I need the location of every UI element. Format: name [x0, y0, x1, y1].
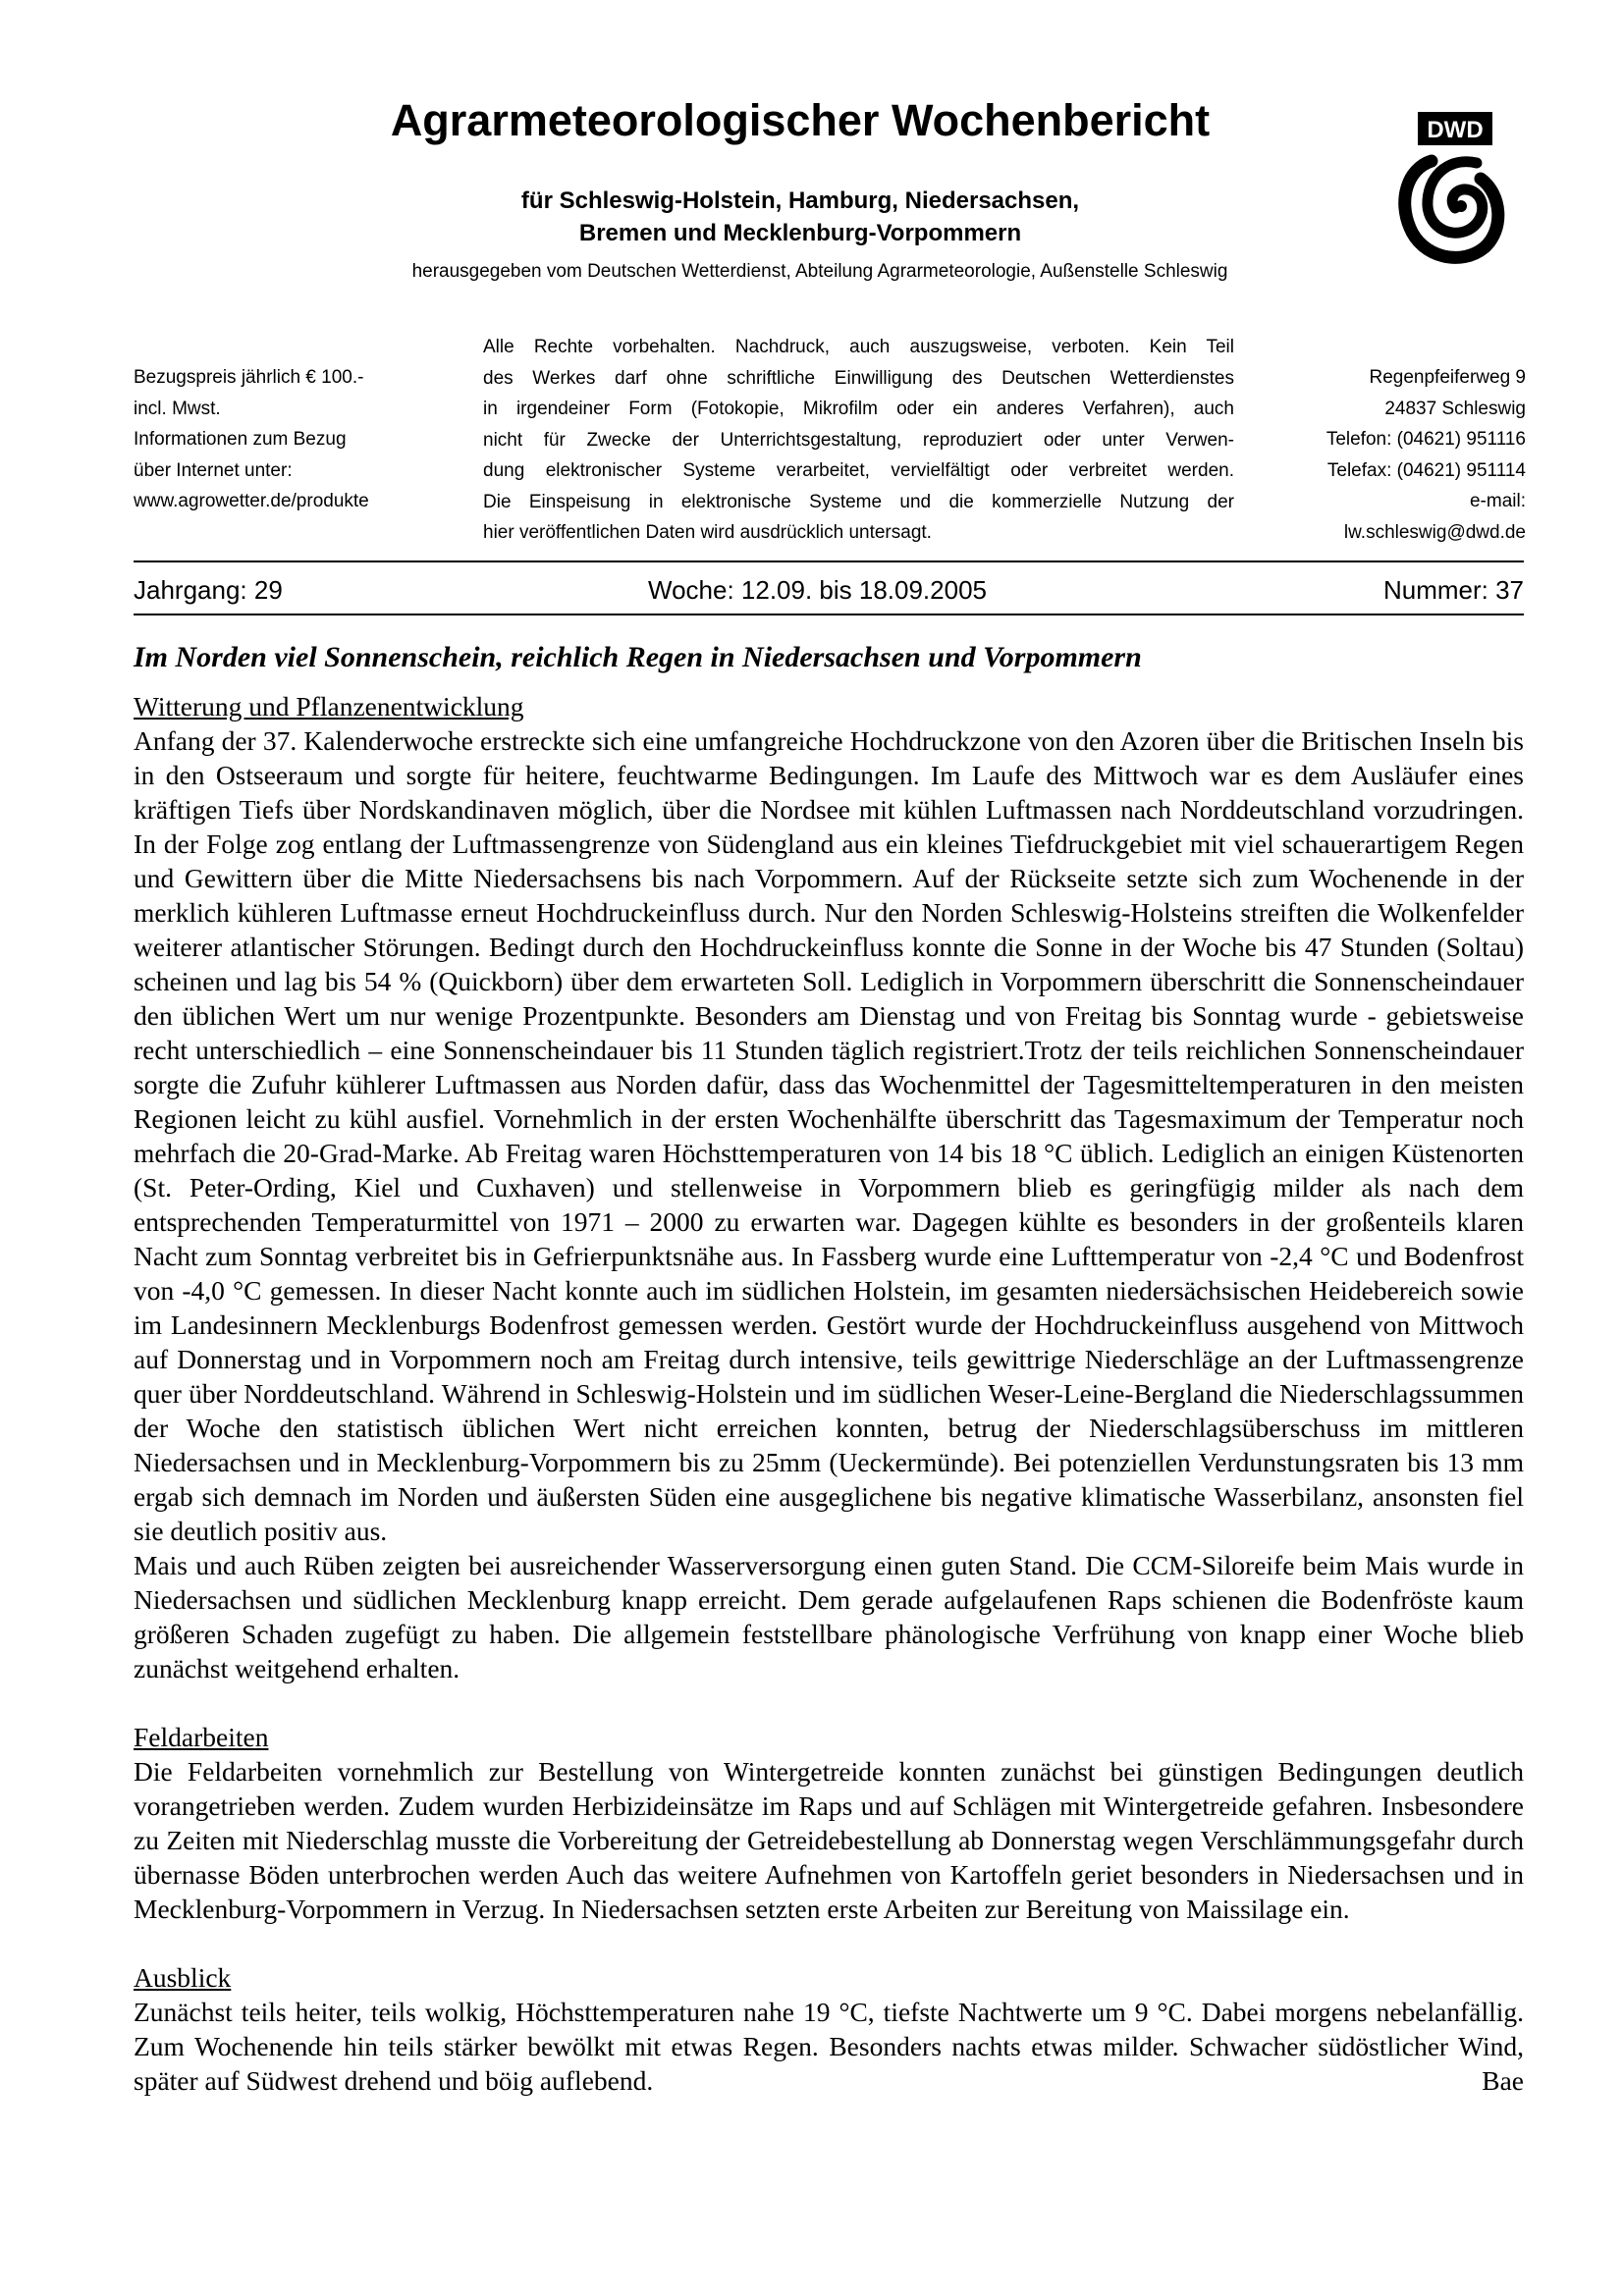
info-right-line: Telefon: (04621) 951116 [1325, 429, 1526, 450]
info-mid-line: in irgendeiner Form (Fotokopie, Mikrofilm oder ein anderes Verfahren), auch [483, 399, 1234, 419]
info-left-line: Bezugspreis jährlich € 100.- [134, 367, 364, 388]
subscription-info [134, 362, 458, 517]
contact-info [1247, 362, 1526, 548]
paragraph-ausblick [134, 1995, 1524, 2098]
report-body [134, 636, 1524, 2098]
info-left-line: www.agrowetter.de/produkte [134, 491, 369, 511]
subtitle-line-2: Bremen und Mecklenburg-Vorpommern [578, 220, 1022, 246]
info-right-line: Regenpfeiferweg 9 [1369, 367, 1526, 388]
divider-bottom [134, 614, 1524, 615]
info-mid-line: des Werkes darf ohne schriftliche Einwilligung des Deutschen Wetterdienstes [483, 367, 1234, 389]
jahrgang-label: Jahrgang: 29 [134, 575, 283, 605]
report-subtitle [295, 185, 1306, 249]
info-right-line: Telefax: (04621) 951114 [1326, 459, 1526, 481]
paragraph-feldarbeiten: Die Feldarbeiten vornehmlich zur Bestellung von Wintergetreide konnten zunächst bei günstigen Bedingungen deutlich vorangetrieben werden. Zudem wurden Herbizideinsätze im Raps und auf Schlägen mit Wintergetreide gefahren. Insbesondere zu Zeiten mit Niederschlag musste die Vorbereitung der Getreidebestellung ab Donnerstag wegen Verschlämmungsgefahr durch übernasse Böden unterbrochen werden Auch das weitere Aufnehmen von Kartoffeln geriet besonders in Niedersachsen und in Mecklenburg-Vorpommern in Verzug. In Niedersachsen setzten erste Arbeiten zur Bereitung von Maissilage ein. [134, 1756, 1524, 1924]
spacer [134, 1926, 1524, 1960]
info-mid-line: dung elektronischer Systeme verarbeitet, vervielfältigt oder verbreitet werden. [483, 460, 1234, 481]
ausblick-text: Zunächst teils heiter, teils wolkig, Höchsttemperaturen nahe 19 °C, tiefste Nachtwerte um 9 °C. Dabei morgens nebelanfällig. Zum Wochenende hin teils stärker bewölkt mit etwas Regen. Besonders nachts etwas milder. Schwacher südöstlicher Wind, später auf Südwest drehend und böig auflebend. [134, 1997, 1524, 2096]
info-right-line: 24837 Schleswig [1384, 398, 1526, 419]
info-mid-line: hier veröffentlichen Daten wird ausdrücklich untersagt. [483, 522, 932, 543]
dwd-logo-icon [1392, 110, 1508, 277]
info-mid-line: nicht für Zwecke der Unterrichtsgestaltung, reproduziert oder unter Verwen- [483, 429, 1234, 451]
spacer [134, 1685, 1524, 1720]
copyright-notice [483, 332, 1234, 549]
section-title-ausblick: Ausblick [134, 1962, 232, 1993]
section-title-feldarbeiten: Feldarbeiten [134, 1722, 269, 1752]
paragraph-witterung-2: Mais und auch Rüben zeigten bei ausreichender Wasserversorgung einen guten Stand. Die CCM-Siloreife beim Mais wurde in Niedersachsen und südlichen Mecklenburg knapp erreicht. Dem gerade aufgelaufenen Raps schienen die Bodenfröste kaum größeren Schaden zugefügt zu haben. Die allgemein feststellbare phänologische Verfrühung von knapp einer Woche blieb zunächst weitgehend erhalten. [134, 1550, 1524, 1683]
report-title: Agrarmeteorologischer Wochenbericht [390, 95, 1211, 145]
info-left-line: Informationen zum Bezug [134, 429, 347, 450]
info-mid-line: Die Einspeisung in elektronische Systeme und die kommerzielle Nutzung der [483, 491, 1234, 512]
woche-label: Woche: 12.09. bis 18.09.2005 [648, 575, 987, 605]
dwd-logo-text: DWD [1427, 117, 1484, 143]
info-left-line: über Internet unter: [134, 459, 293, 481]
info-left-line: incl. Mwst. [134, 398, 221, 419]
section-title-witterung: Witterung und Pflanzenentwicklung [134, 691, 524, 721]
headline: Im Norden viel Sonnenschein, reichlich Regen in Niedersachsen und Vorpommern [134, 641, 1142, 673]
info-mid-line: Alle Rechte vorbehalten. Nachdruck, auch auszugsweise, verboten. Kein Teil [483, 337, 1234, 357]
divider-top [134, 561, 1524, 562]
info-right-line: e-mail: [1469, 491, 1526, 511]
paragraph-witterung-1: Anfang der 37. Kalenderwoche erstreckte sich eine umfangreiche Hochdruckzone von den Azoren über die Britischen Inseln bis in den Ostseeraum und sorgte für heitere, feuchtwarme Bedingungen. Im Laufe des Mittwoch war es dem Ausläufer eines kräftigen Tiefs über Nordskandinaven möglich, über die Nordsee mit kühlen Luftmassen nach Norddeutschland vorzudringen. In der Folge zog entlang der Luftmassengrenze von Südengland aus ein kleines Tiefdruckgebiet mit viel schauerartigem Regen und Gewittern über die Mitte Niedersachsens bis nach Vorpommern. Auf der Rückseite setzte sich zum Wochenende in der merklich kühleren Luftmasse erneut Hochdruckeinfluss durch. Nur den Norden Schleswig-Holsteins streiften die Wolkenfelder weiterer atlantischer Störungen. Bedingt durch den Hochdruckeinfluss konnte die Sonne in der Woche bis 47 Stunden (Soltau) scheinen und lag bis 54 % (Quickborn) über dem erwarteten Soll. Lediglich in Vorpommern überschritt die Sonnenscheindauer den üblichen Wert um nur wenige Prozentpunkte. Besonders am Dienstag und von Freitag bis Sonntag wurde - gebietsweise recht unterschiedlich – eine Sonnenscheindauer bis 11 Stunden täglich registriert.Trotz der teils reichlichen Sonnenscheindauer sorgte die Zufuhr kühlerer Luftmassen aus Norden dafür, dass das Wochenmittel der Tagesmitteltemperaturen in den meisten Regionen leicht zu kühl ausfiel. Vornehmlich in der ersten Wochenhälfte überschritt das Tagesmaximum der Temperatur noch mehrfach die 20-Grad-Marke. Ab Freitag waren Höchsttemperaturen von 14 bis 18 °C üblich. Lediglich an einigen Küstenorten (St. Peter-Ording, Kiel und Cuxhaven) und stellenweise in Vorpommern blieb es geringfügig milder als nach dem entsprechenden Temperaturmittel von 1971 – 2000 zu erwarten war. Dagegen kühlte es besonders in der großenteils klaren Nacht zum Sonntag verbreitet bis in Gefrierpunktsnähe aus. In Fassberg wurde eine Lufttemperatur von -2,4 °C und Bodenfrost von -4,0 °C gemessen. In dieser Nacht konnte auch im südlichen Holstein, im gesamten niedersächsischen Heidebereich sowie im Landesinnern Mecklenburgs Bodenfrost gemessen werden. Gestört wurde der Hochdruckeinfluss ausgehend von Mittwoch auf Donnerstag und in Vorpommern noch am Freitag durch intensive, teils gewittrige Niederschläge an der Luftmassengrenze quer über Norddeutschland. Während in Schleswig-Holstein und im südlichen Weser-Leine-Bergland die Niederschlagssummen der Woche den statistisch üblichen Wert nicht erreichen konnten, betrug der Niederschlagsüberschuss im mittleren Niedersachsen und in Mecklenburg-Vorpommern bis zu 25mm (Ueckermünde). Bei potenziellen Verdunstungsraten bis 13 mm ergab sich demnach im Norden und äußersten Süden eine ausgeglichene bis negative klimatische Wasserbilanz, ansonsten fiel sie deutlich positiv aus. [134, 725, 1524, 1546]
email-address: lw.schleswig@dwd.de [1343, 521, 1526, 543]
subtitle-line-1: für Schleswig-Holstein, Hamburg, Niedersachsen, [520, 187, 1080, 214]
author-signoff: Bae [1482, 2065, 1524, 2096]
publisher-line: herausgegeben vom Deutschen Wetterdienst, Abteilung Agrarmeteorologie, Außenstelle Schleswig [411, 261, 1228, 282]
nummer-label: Nummer: 37 [1382, 575, 1524, 605]
